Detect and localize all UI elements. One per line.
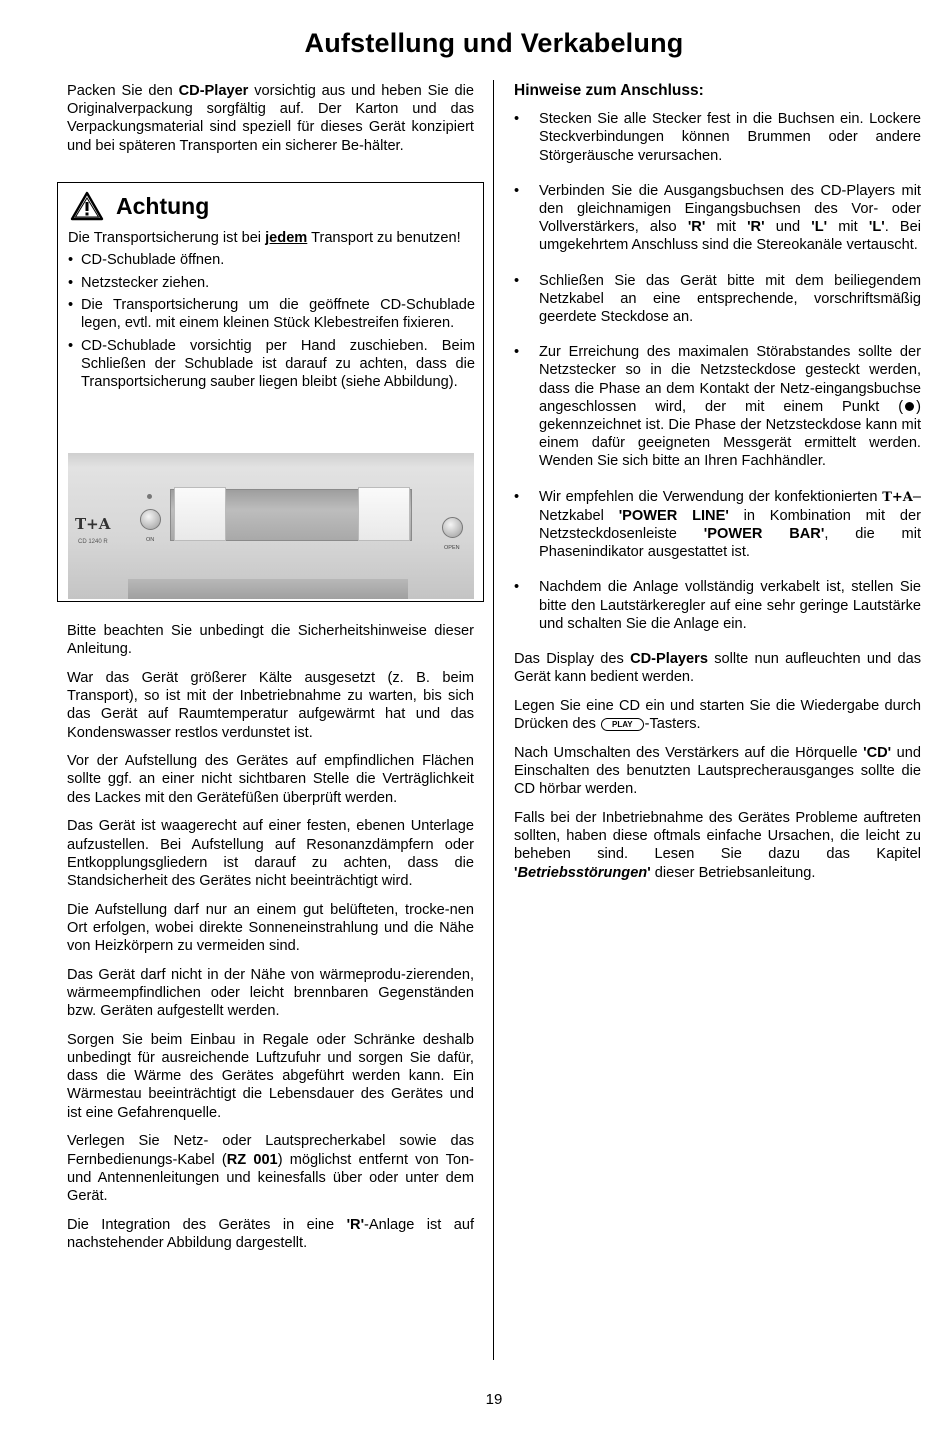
section-heading: Hinweise zum Anschluss: <box>514 82 704 99</box>
list-item: • Nachdem die Anlage vollständig verkabelt ist, stellen Sie bitte den Lautstärkeregler auf eine sehr geringe Lautstärke und schalten Sie die Anlage ein. <box>514 578 921 633</box>
paragraph: Die Aufstellung darf nur an einem gut belüfteten, trocke-nen Ort erfolgen, wobei direkte Sonneneinstrahlung und die Nähe von Heizkörpern zu vermeiden sind. <box>67 901 474 955</box>
paragraph: Das Gerät ist waagerecht auf einer festen, ebenen Unterlage aufzustellen. Bei Aufstellung auf Resonanzdämpfern oder Entkopplungsgliedern ist darauf zu achten, dass die Standsicherheit des Gerätes nicht beeinträchtigt wird. <box>67 818 474 889</box>
list-item: • Wir empfehlen die Verwendung der konfektionierten T+A–Netzkabel 'POWER LINE' in Kombination mit der Netzsteckdosenleiste 'POWER BAR', die mit Phasenindikator ausgestattet ist. <box>514 488 921 562</box>
list-item: • Netzstecker ziehen. <box>68 274 475 292</box>
connection-notes <box>514 110 921 633</box>
warning-heading <box>70 189 209 223</box>
paragraph: Das Gerät darf nicht in der Nähe von wärmeprodu-zierenden, wärmeempfindlichen oder leicht brennbaren Gegenständen bzw. Geräten aufgestellt werden. <box>67 966 474 1020</box>
left-column <box>67 82 474 165</box>
paragraph: War das Gerät größerer Kälte ausgesetzt (z. B. beim Transport), so ist mit der Inbetriebnahme zu warten, bis sich das Gerät auf Raumtemperatur aufgewärmt hat und das Kondenswasser restlos verdunstet ist. <box>67 669 474 741</box>
warning-line: Die Transportsicherung ist bei jedem Transport zu benutzen! <box>68 230 461 246</box>
paragraph: Legen Sie eine CD ein und starten Sie die Wiedergabe durch Drücken des PLAY -Tasters. <box>514 697 921 733</box>
brand-logo: T+A <box>882 489 913 505</box>
page-number: 19 <box>485 1391 503 1408</box>
photo-on-button <box>140 509 161 530</box>
photo-model-label: CD 1240 R <box>78 539 108 545</box>
left-column-lower <box>67 622 474 1263</box>
photo-transport-lock-right <box>358 487 410 541</box>
phase-dot-icon <box>905 402 914 411</box>
list-item: • Verbinden Sie die Ausgangsbuchsen des CD-Players mit den gleichnamigen Eingangsbuchsen des Vor- oder Vollverstärkers, also 'R' mit 'R' und 'L' mit 'L'. Bei umgekehrtem Anschluss sind die Stereokanäle vertauscht. <box>514 182 921 255</box>
paragraph: Die Integration des Gerätes in eine 'R'-Anlage ist auf nachstehender Abbildung dargestellt. <box>67 1216 474 1251</box>
list-item: • CD-Schublade öffnen. <box>68 251 475 269</box>
power-led <box>147 494 152 499</box>
photo-device-base <box>128 579 408 599</box>
paragraph: Bitte beachten Sie unbedingt die Sicherheitshinweise dieser Anleitung. <box>67 623 474 658</box>
page-title: Aufstellung und Verkabelung <box>304 28 684 58</box>
warning-box <box>57 182 484 602</box>
column-divider <box>493 80 494 1360</box>
paragraph: Das Display des CD-Players sollte nun aufleuchten und das Gerät kann bedient werden. <box>514 651 921 686</box>
paragraph: Verlegen Sie Netz- oder Lautsprecherkabel sowie das Fernbedienungs-Kabel (RZ 001) möglichst entfernt von Ton- und Antennenleitungen und keinesfalls über oder unter dem Gerät. <box>67 1133 475 1204</box>
warning-steps <box>68 251 475 391</box>
photo-logo: T+A <box>75 515 111 533</box>
warning-triangle-icon <box>70 191 104 221</box>
photo-on-label: ON <box>146 537 155 543</box>
device-photo <box>68 453 474 599</box>
photo-transport-lock-left <box>174 487 226 541</box>
warning-title: Achtung <box>116 192 210 219</box>
right-column <box>514 82 921 892</box>
intro-paragraph: Packen Sie den CD-Player vorsichtig aus und heben Sie die Originalverpackung sorgfältig auf. Der Karton und das Verpackungsmaterial sind speziell für dieses Gerät konzipiert und bei späteren Transporten ein sicherer Be-hälter. <box>67 83 474 154</box>
paragraph: Falls bei der Inbetriebnahme des Gerätes Probleme auftreten sollten, haben diese oftmals einfache Ursachen, die leicht zu beheben sind. Lesen Sie dazu das Kapitel 'Betriebsstörungen' dieser Betriebsanleitung. <box>514 810 921 881</box>
paragraph: Nach Umschalten des Verstärkers auf die Hörquelle 'CD' und Einschalten des benutzten Lautsprecherausganges sollte die CD hörbar werden. <box>514 744 921 798</box>
list-item: • CD-Schublade vorsichtig per Hand zuschieben. Beim Schließen der Schublade ist darauf zu achten, dass die Transportsicherung sauber liegen bleibt (siehe Abbildung). <box>68 337 475 392</box>
list-item: • Zur Erreichung des maximalen Störabstandes sollte der Netzstecker so in die Netzsteckdose gesteckt werden, dass die Phase an dem Kontakt der Netz-eingangsbuchse angeschlossen wird, der mit einem Punkt ( ) gekennzeichnet ist. Die Phase der Netzsteckdose kann mit einem dafür geeigneten Messgerät ermittelt werden. Wenden Sie sich bitte an Ihren Fachhändler. <box>514 343 921 470</box>
paragraph: Sorgen Sie beim Einbau in Regale oder Schränke deshalb unbedingt für ausreichende Luftzufuhr und sorgen Sie dafür, dass die Wärme des Gerätes abgeführt werden kann. Ein Wärmestau beeinträchtigt die Lebensdauer des Gerätes und ist eine Gefahrenquelle. <box>67 1031 474 1121</box>
list-item: • Stecken Sie alle Stecker fest in die Buchsen ein. Lockere Steckverbindungen können Brummen oder andere Störgeräusche verursachen. <box>514 110 921 165</box>
photo-open-button <box>442 517 463 538</box>
play-key-icon: PLAY <box>601 718 644 731</box>
warning-body <box>68 229 475 395</box>
list-item: • Schließen Sie das Gerät bitte mit dem beiliegendem Netzkabel an eine entsprechende, vorschriftsmäßig geerdete Steckdose an. <box>514 272 921 327</box>
list-item: • Die Transportsicherung um die geöffnete CD-Schublade legen, evtl. mit einem kleinen Stück Klebestreifen fixieren. <box>68 296 475 332</box>
photo-open-label: OPEN <box>444 545 460 551</box>
paragraph: Vor der Aufstellung des Gerätes auf empfindlichen Flächen sollte ggf. an einer nicht sichtbaren Stelle die Verträglichkeit des Lackes mit den Gerätefüßen überprüft werden. <box>67 753 474 806</box>
